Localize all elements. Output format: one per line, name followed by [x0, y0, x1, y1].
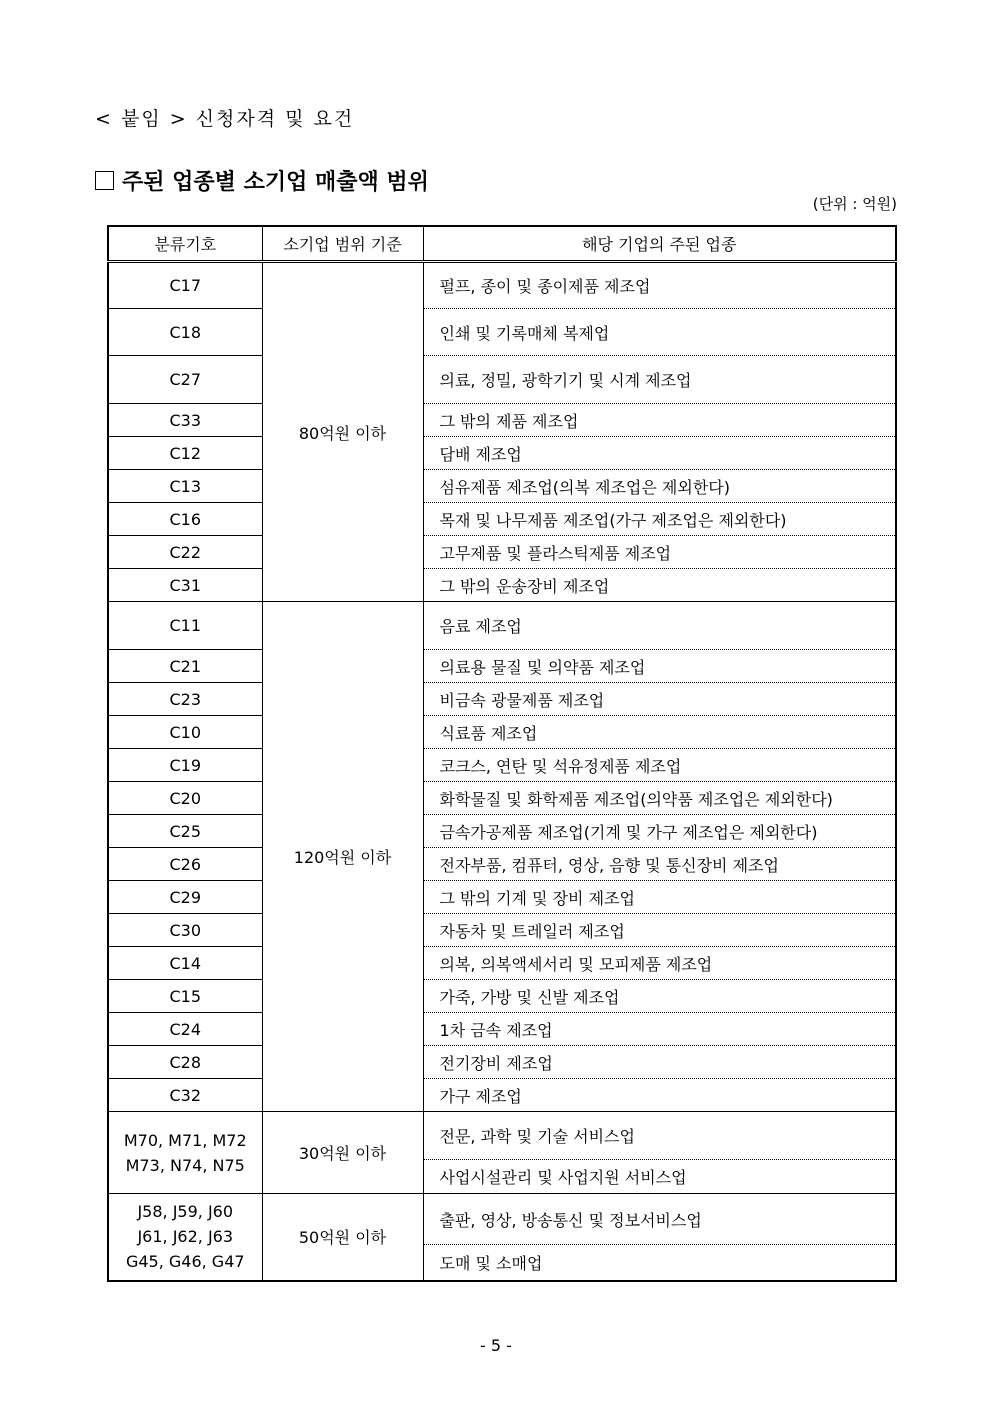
industry-cell: 코크스, 연탄 및 석유정제품 제조업: [423, 749, 896, 782]
code-cell: C16: [108, 503, 262, 536]
table-row: [108, 848, 896, 881]
code-cell: C32: [108, 1079, 262, 1112]
table-row: [108, 782, 896, 815]
industry-cell: 목재 및 나무제품 제조업(가구 제조업은 제외한다): [423, 503, 896, 536]
table-body: [108, 262, 896, 1281]
code-cell: C33: [108, 404, 262, 437]
industry-cell: 사업시설관리 및 사업지원 서비스업: [423, 1160, 896, 1194]
page-number: - 5 -: [480, 1336, 512, 1355]
code-line: M70, M71, M72: [123, 1130, 247, 1150]
table-row: [108, 470, 896, 503]
code-cell: C17: [108, 262, 262, 309]
header-criterion: 소기업 범위 기준: [262, 226, 423, 262]
criterion-cell: 30억원 이하: [262, 1112, 423, 1194]
code-cell: C25: [108, 815, 262, 848]
table-row: [108, 947, 896, 980]
header-code: 분류기호: [108, 226, 262, 262]
attachment-title: < 붙임 > 신청자격 및 요건: [95, 108, 355, 130]
table-row: [108, 356, 896, 404]
table-row: [108, 404, 896, 437]
code-cell: C22: [108, 536, 262, 569]
industry-cell: 출판, 영상, 방송통신 및 정보서비스업: [423, 1194, 896, 1245]
code-line: M73, N74, N75: [125, 1155, 245, 1175]
industry-cell: 전자부품, 컴퓨터, 영상, 음향 및 통신장비 제조업: [423, 848, 896, 881]
industry-cell: 담배 제조업: [423, 437, 896, 470]
header-industry: 해당 기업의 주된 업종: [423, 226, 896, 262]
industry-cell: 전문, 과학 및 기술 서비스업: [423, 1112, 896, 1160]
table-row: [108, 650, 896, 683]
code-cell: C15: [108, 980, 262, 1013]
code-cell: C30: [108, 914, 262, 947]
table-row: [108, 1046, 896, 1079]
code-line: G45, G46, G47: [125, 1252, 245, 1272]
checkbox-square-icon: [95, 171, 114, 190]
table-row: [108, 602, 896, 650]
unit-note: (단위 : 억원): [812, 195, 897, 213]
criterion-cell: 80억원 이하: [262, 262, 423, 602]
table-row: [108, 437, 896, 470]
industry-cell: 가구 제조업: [423, 1079, 896, 1112]
code-cell: C18: [108, 309, 262, 356]
code-cell: [108, 1112, 262, 1194]
industry-cell: 고무제품 및 플라스틱제품 제조업: [423, 536, 896, 569]
industry-cell: 전기장비 제조업: [423, 1046, 896, 1079]
table-row: [108, 1013, 896, 1046]
code-cell: C28: [108, 1046, 262, 1079]
industry-cell: 화학물질 및 화학제품 제조업(의약품 제조업은 제외한다): [423, 782, 896, 815]
table-header-row: [108, 226, 896, 262]
industry-cell: 그 밖의 제품 제조업: [423, 404, 896, 437]
code-cell: C14: [108, 947, 262, 980]
table-row: [108, 683, 896, 716]
code-cell: C13: [108, 470, 262, 503]
code-cell: C27: [108, 356, 262, 404]
industry-cell: 음료 제조업: [423, 602, 896, 650]
table-row: [108, 914, 896, 947]
industry-cell: 의료, 정밀, 광학기기 및 시계 제조업: [423, 356, 896, 404]
section-heading: [95, 165, 429, 196]
code-cell: C24: [108, 1013, 262, 1046]
table-row: [108, 881, 896, 914]
industry-cell: 인쇄 및 기록매체 복제업: [423, 309, 896, 356]
code-cell: C31: [108, 569, 262, 602]
code-cell: C23: [108, 683, 262, 716]
code-cell: [108, 1194, 262, 1281]
industry-cell: 가죽, 가방 및 신발 제조업: [423, 980, 896, 1013]
industry-cell: 1차 금속 제조업: [423, 1013, 896, 1046]
code-cell: C19: [108, 749, 262, 782]
industry-revenue-table: [107, 225, 897, 1282]
table-row: [108, 262, 896, 309]
table-row: [108, 749, 896, 782]
criterion-cell: 50억원 이하: [262, 1194, 423, 1281]
table-row: [108, 1194, 896, 1245]
code-cell: C26: [108, 848, 262, 881]
code-cell: C10: [108, 716, 262, 749]
section-title: 주된 업종별 소기업 매출액 범위: [122, 169, 429, 195]
industry-cell: 금속가공제품 제조업(기계 및 가구 제조업은 제외한다): [423, 815, 896, 848]
table-row: [108, 1079, 896, 1112]
code-cell: C29: [108, 881, 262, 914]
criterion-cell: 120억원 이하: [262, 602, 423, 1112]
code-line: J58, J59, J60: [137, 1202, 234, 1222]
code-cell: C21: [108, 650, 262, 683]
industry-cell: 의복, 의복액세서리 및 모피제품 제조업: [423, 947, 896, 980]
industry-cell: 그 밖의 운송장비 제조업: [423, 569, 896, 602]
table-row: [108, 1112, 896, 1160]
table-row: [108, 536, 896, 569]
code-cell: C12: [108, 437, 262, 470]
table-row: [108, 716, 896, 749]
code-line: J61, J62, J63: [137, 1227, 234, 1247]
industry-cell: 섬유제품 제조업(의복 제조업은 제외한다): [423, 470, 896, 503]
industry-cell: 그 밖의 기계 및 장비 제조업: [423, 881, 896, 914]
table-row: [108, 815, 896, 848]
industry-cell: 펄프, 종이 및 종이제품 제조업: [423, 262, 896, 309]
table-row: [108, 569, 896, 602]
industry-cell: 비금속 광물제품 제조업: [423, 683, 896, 716]
industry-cell: 식료품 제조업: [423, 716, 896, 749]
table-row: [108, 503, 896, 536]
code-cell: C11: [108, 602, 262, 650]
table-row: [108, 309, 896, 356]
industry-cell: 자동차 및 트레일러 제조업: [423, 914, 896, 947]
code-cell: C20: [108, 782, 262, 815]
industry-cell: 도매 및 소매업: [423, 1245, 896, 1281]
table-row: [108, 980, 896, 1013]
industry-cell: 의료용 물질 및 의약품 제조업: [423, 650, 896, 683]
